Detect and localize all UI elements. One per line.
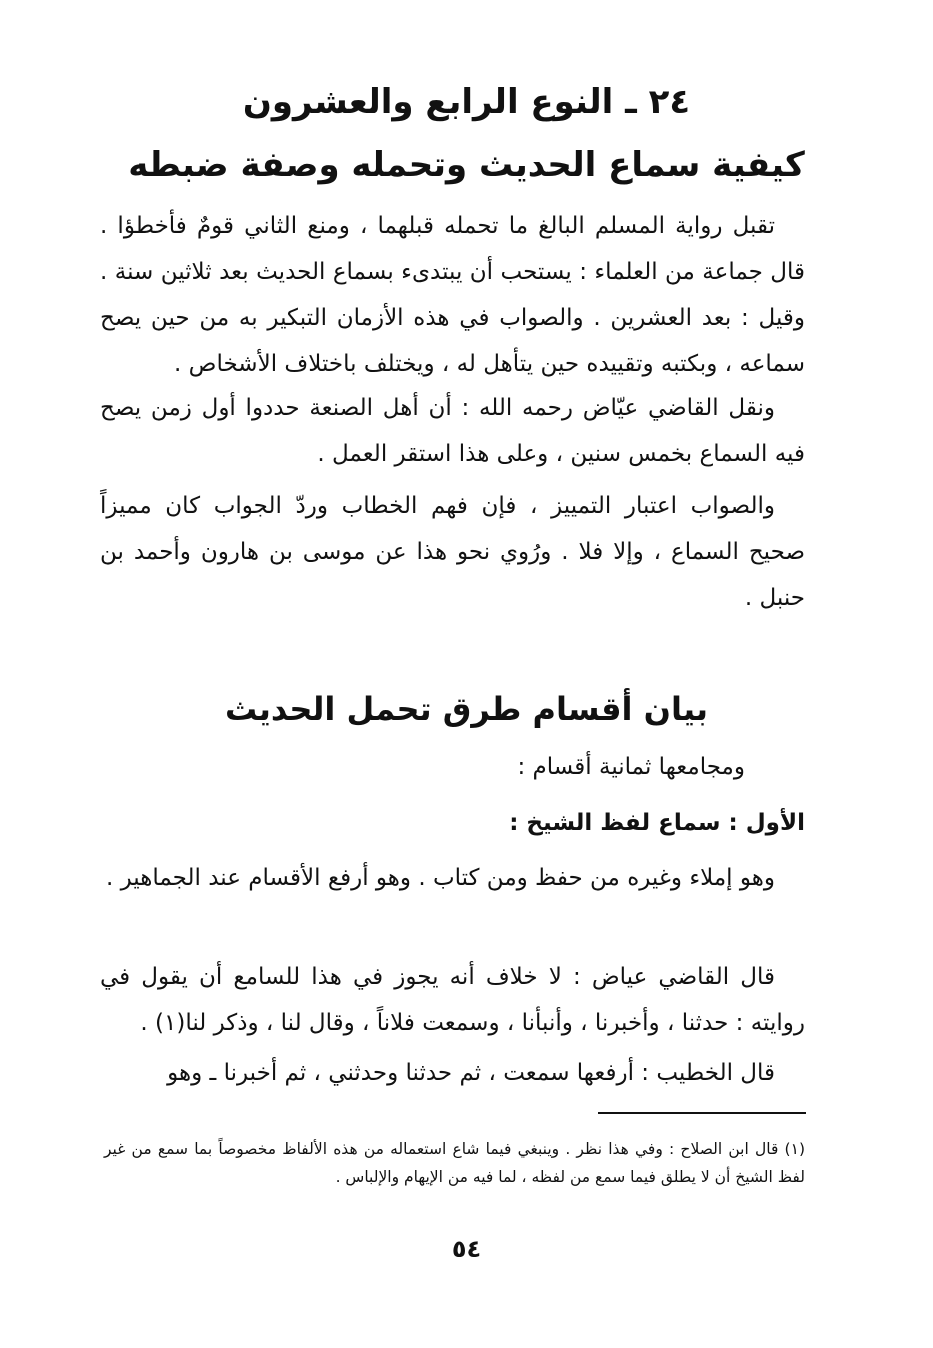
- section-intro: ومجامعها ثمانية أقسام :: [517, 754, 745, 780]
- paragraph-3: والصواب اعتبار التمييز ، فإن فهم الخطاب وردّ الجواب كان مميزاً صحيح السماع ، وإلا فلا . ورُوي نحو هذا عن موسى بن هارون وأحمد بن حنبل .: [100, 493, 805, 611]
- first-method-title: الأول : سماع لفظ الشيخ :: [509, 810, 805, 836]
- footnote: (١) قال ابن الصلاح : وفي هذا نظر . وينبغي فيما شاع استعماله من هذه الألفاظ مخصوصاً بما سمع من غير لفظ الشيخ أن لا يطلق فيما سمع من لفظه ، لما فيه من الإيهام والإلباس .: [104, 1140, 805, 1186]
- page-number: ٥٤: [451, 1235, 482, 1263]
- paragraph-6: قال الخطيب : أرفعها سمعت ، ثم حدثنا وحدثني ، ثم أخبرنا ـ وهو: [167, 1060, 775, 1086]
- paragraph-1: تقبل رواية المسلم البالغ ما تحمله قبلهما ، ومنع الثاني قومٌ فأخطؤا . قال جماعة من العلماء : يستحب أن يبتدىء بسماع الحديث بعد ثلاثين سنة . وقيل : بعد العشرين . والصواب في هذه الأزمان التبكير به من حين يصح سماعه ، وبكتبه وتقييده حين يتأهل له ، ويختلف باختلاف الأشخاص .: [100, 213, 805, 377]
- chapter-heading: ٢٤ ـ النوع الرابع والعشرون: [242, 82, 691, 122]
- paragraph-2: ونقل القاضي عيّاض رحمه الله : أن أهل الصنعة حددوا أول زمن يصح فيه السماع بخمس سنين ، وعلى هذا استقر العمل .: [100, 395, 805, 467]
- footnote-separator: [598, 1112, 806, 1114]
- paragraph-4: وهو إملاء وغيره من حفظ ومن كتاب . وهو أرفع الأقسام عند الجماهير .: [105, 865, 775, 891]
- section-heading: بيان أقسام طرق تحمل الحديث: [224, 690, 709, 728]
- paragraph-5: قال القاضي عياض : لا خلاف أنه يجوز في هذا للسامع أن يقول في روايته : حدثنا ، وأخبرنا ، وأنبأنا ، وسمعت فلاناً ، وقال لنا ، وذكر لنا(١) .: [100, 964, 805, 1036]
- chapter-subtitle: كيفية سماع الحديث وتحمله وصفة ضبطه: [128, 145, 805, 185]
